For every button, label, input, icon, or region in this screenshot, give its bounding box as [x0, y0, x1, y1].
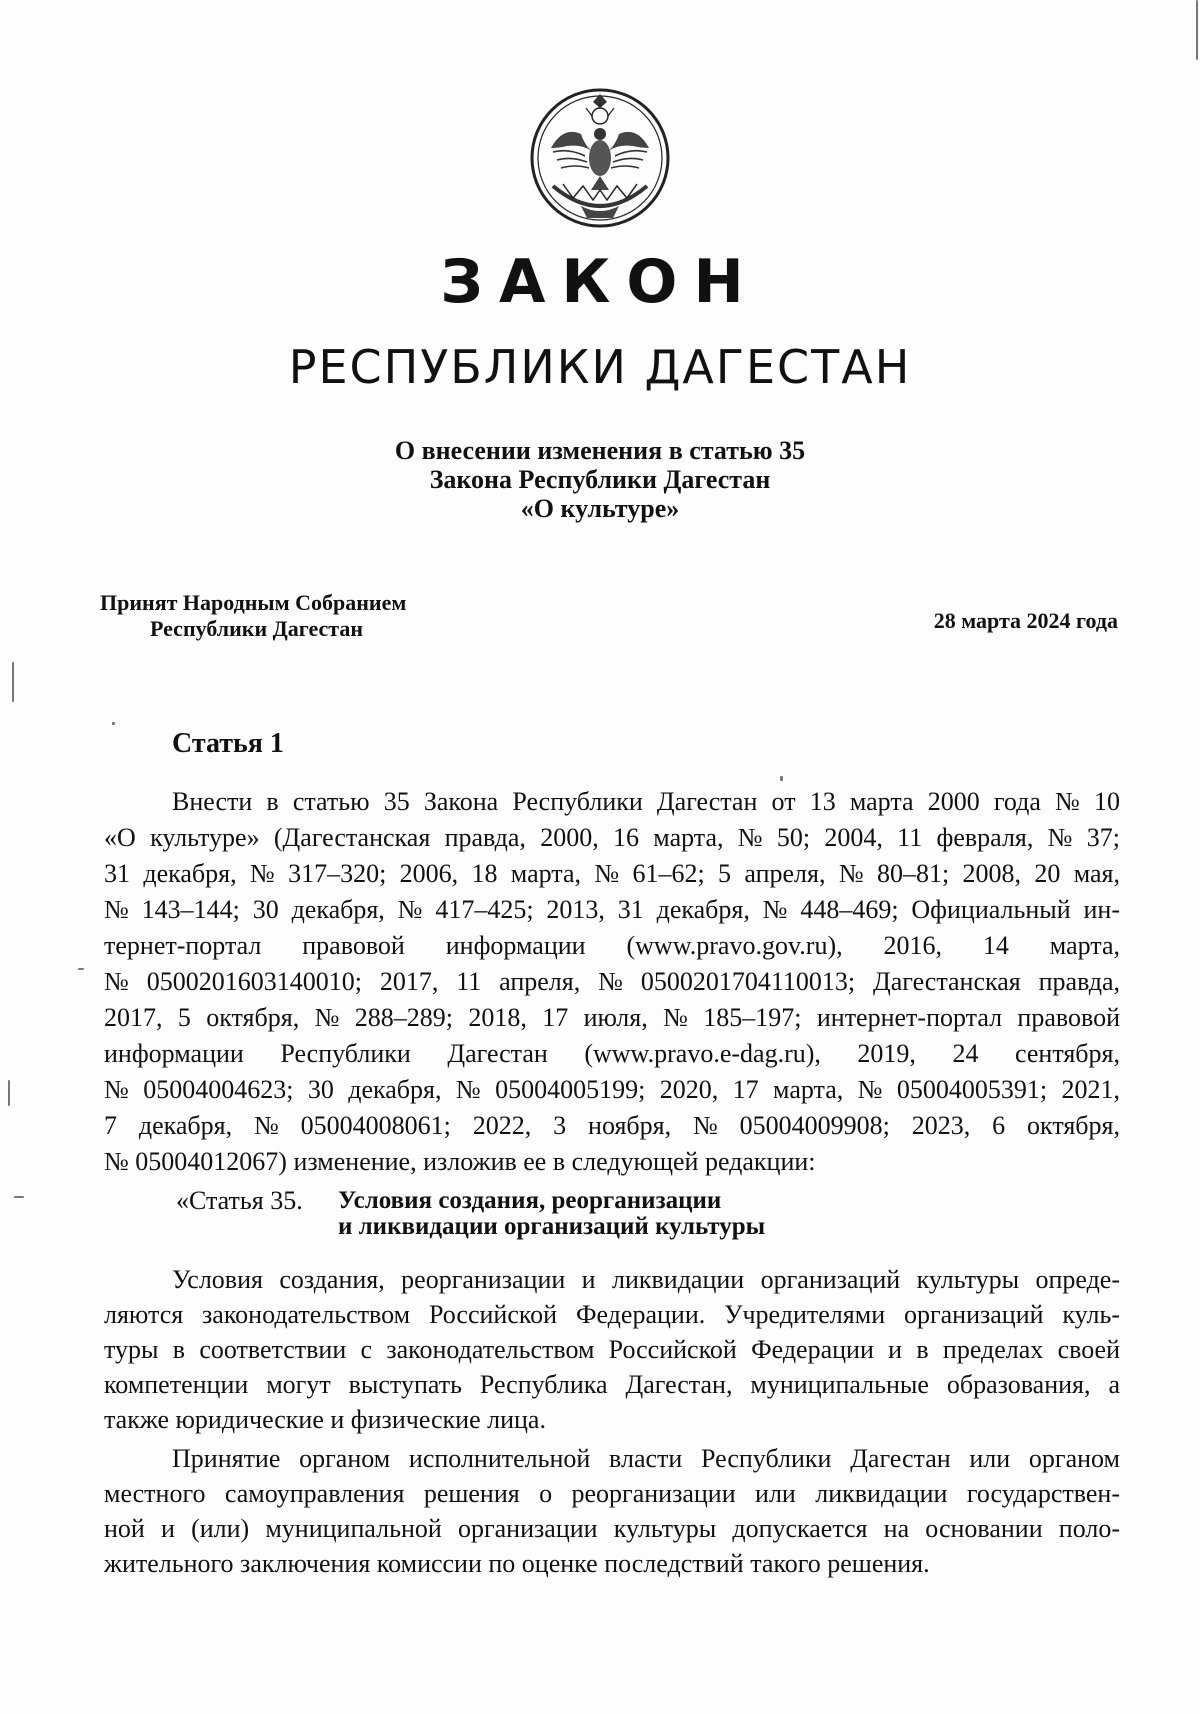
subtitle-line: «О культуре» — [520, 494, 680, 523]
text-line: информации Республики Дагестан (www.pravo.e-dag.ru), 2019, 24 сентября, — [104, 1039, 1120, 1068]
text-line: № 0500201603140010; 2017, 11 апреля, № 0500201704110013; Дагестанская правда, — [104, 967, 1120, 996]
text-line: № 143–144; 30 декабря, № 417–425; 2013, 31 декабря, № 448–469; Официальный ин- — [104, 895, 1120, 924]
text-line: ляются законодательством Российской Федерации. Учредителями организаций куль- — [104, 1300, 1120, 1329]
text-line: 2017, 5 октября, № 288–289; 2018, 17 июля, № 185–197; интернет-портал правовой — [104, 1003, 1120, 1032]
subtitle-line: Закона Республики Дагестан — [429, 465, 771, 494]
article-35-title — [338, 1188, 765, 1240]
law-title: ЗАКОН — [440, 247, 760, 317]
dagestan-coat-of-arms-icon — [523, 86, 677, 231]
article-35-number: «Статья 35. — [176, 1186, 303, 1215]
text-line: № 05004012067) изменение, изложив ее в следующей редакции: — [104, 1147, 816, 1176]
text-line: туры в соответствии с законодательством Российской Федерации и в пределах своей — [104, 1335, 1120, 1364]
article-35-title-line: Условия создания, реорганизации — [338, 1187, 722, 1214]
article-35-paragraph-1 — [104, 1262, 1120, 1437]
article-1-text — [104, 784, 1120, 1180]
text-line: местного самоуправления решения о реорганизации или ликвидации государствен- — [104, 1479, 1120, 1508]
article-35-heading — [176, 1188, 765, 1240]
article-35-title-line: и ликвидации организаций культуры — [338, 1213, 766, 1240]
law-subtitle — [0, 436, 1200, 523]
text-line: 31 декабря, № 317–320; 2006, 18 марта, № 61–62; 5 апреля, № 80–81; 2008, 20 мая, — [104, 859, 1120, 888]
text-line: тернет-портал правовой информации (www.pravo.gov.ru), 2016, 14 марта, — [104, 931, 1120, 960]
text-line: компетенции могут выступать Республика Дагестан, муниципальные образования, а — [104, 1370, 1120, 1399]
text-line: № 05004004623; 30 декабря, № 05004005199; 2020, 17 марта, № 05004005391; 2021, — [104, 1075, 1120, 1104]
text-line: ной и (или) муниципальной организации культуры допускается на основании поло- — [104, 1514, 1120, 1543]
adoption-date: 28 марта 2024 года — [933, 608, 1118, 633]
adoption-line: Республики Дагестан — [150, 616, 364, 641]
subtitle-line: О внесении изменения в статью 35 — [394, 436, 806, 465]
text-line: Внести в статью 35 Закона Республики Дагестан от 13 марта 2000 года № 10 — [172, 787, 1120, 816]
republic-title: РЕСПУБЛИКИ ДАГЕСТАН — [288, 340, 912, 394]
text-line: «О культуре» (Дагестанская правда, 2000, 16 марта, № 50; 2004, 11 февраля, № 37; — [104, 823, 1120, 852]
text-line: также юридические и физические лица. — [104, 1405, 546, 1434]
text-line: Принятие органом исполнительной власти Республики Дагестан или органом — [172, 1444, 1120, 1473]
article-1-heading: Статья 1 — [172, 728, 284, 759]
adoption-line: Принят Народным Собранием — [100, 590, 407, 615]
text-line: 7 декабря, № 05004008061; 2022, 3 ноября, № 05004009908; 2023, 6 октября, — [104, 1111, 1120, 1140]
text-line: Условия создания, реорганизации и ликвидации организаций культуры опреде- — [172, 1265, 1120, 1294]
article-35-paragraph-2 — [104, 1441, 1120, 1581]
text-line: жительного заключения комиссии по оценке последствий такого решения. — [104, 1549, 930, 1578]
adoption-statement — [100, 590, 406, 642]
